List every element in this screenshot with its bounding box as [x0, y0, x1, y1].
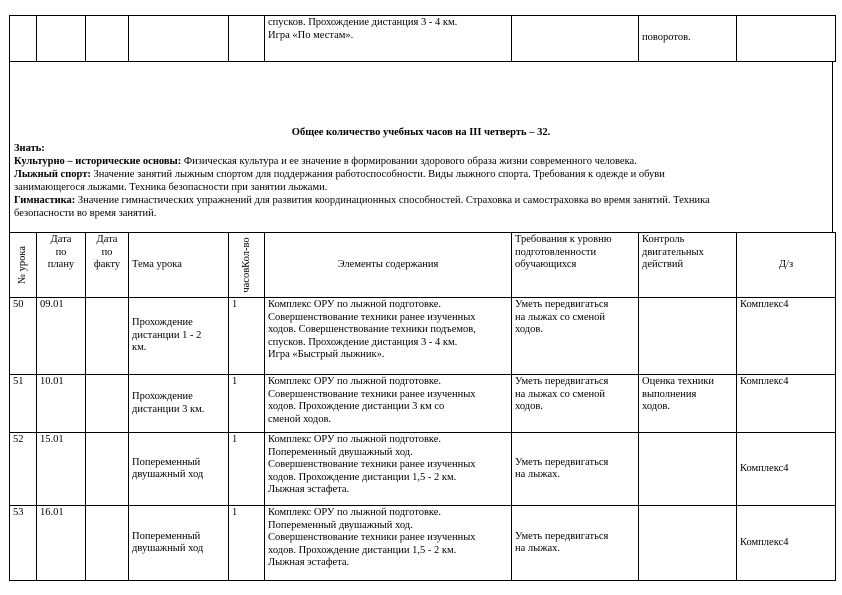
lesson-fact-date	[86, 433, 129, 506]
lesson-requirements: Уметь передвигаться на лыжах со сменой ходов.	[512, 298, 639, 375]
summary-title: Общее количество учебных часов на III четверть – 32.	[291, 127, 551, 138]
lesson-requirements: Уметь передвигаться на лыжах со сменой ходов.	[512, 375, 639, 433]
know-label: Знать:	[14, 143, 45, 154]
header-elements: Элементы содержания	[265, 233, 512, 298]
lesson-hours: 1	[229, 375, 265, 433]
lesson-hw: Комплекс4	[737, 298, 836, 375]
lesson-hw: Комплекс4	[737, 433, 836, 506]
lesson-topic: Прохождение дистанции 1 - 2 км.	[129, 298, 229, 375]
lesson-control	[639, 298, 737, 375]
line-label: Культурно – исторические основы:	[14, 156, 182, 167]
lesson-num: 53	[10, 506, 37, 581]
cell-hours	[229, 16, 265, 62]
header-plan: Дата по плану	[37, 233, 86, 298]
lesson-num: 52	[10, 433, 37, 506]
header-requirements: Требования к уровню подготовленности обучающихся	[512, 233, 639, 298]
line-label: Гимнастика:	[14, 195, 76, 206]
lesson-hw: Комплекс4	[737, 375, 836, 433]
cell-control	[639, 16, 737, 62]
element-line: спусков. Прохождение дистанция 3 - 4 км.	[268, 17, 458, 28]
lesson-plan-date: 15.01	[37, 433, 86, 506]
lesson-requirements: Уметь передвигаться на лыжах.	[512, 506, 639, 581]
cell-fact	[86, 16, 129, 62]
summary-line	[14, 194, 826, 207]
cell-topic	[129, 16, 229, 62]
header-fact: Дата по факту	[86, 233, 129, 298]
lesson-num: 50	[10, 298, 37, 375]
line-text: занимающегося лыжами. Техника безопасности при занятии лыжами.	[14, 182, 328, 193]
line-text: Значение занятий лыжным спортом для поддержания работоспособности. Виды лыжного спорта. Требования к одежде и обуви	[90, 169, 665, 180]
lesson-topic: Попеременный двушажный ход	[129, 433, 229, 506]
lesson-control	[639, 506, 737, 581]
lesson-hw: Комплекс4	[737, 506, 836, 581]
lesson-topic: Прохождение дистанции 3 км.	[129, 375, 229, 433]
summary-lines	[14, 142, 826, 220]
cell-hw	[737, 16, 836, 62]
line-text: Физическая культура и ее значение в формировании здорового образа жизни современного человека.	[181, 156, 637, 167]
lesson-row	[10, 433, 836, 506]
cell-num	[10, 16, 37, 62]
lesson-elements: Комплекс ОРУ по лыжной подготовке. Попеременный двушажный ход. Совершенствование техники ранее изученных ходов. Прохождение дистанции 1,5 - 2 км. Лыжная эстафета.	[265, 433, 512, 506]
lesson-fact-date	[86, 298, 129, 375]
line-text: Значение гимнастических упражнений для развития координационных способностей. Страховка и самостраховка во время занятий. Техника	[75, 195, 710, 206]
lesson-control	[639, 433, 737, 506]
cell-elements	[265, 16, 512, 62]
lesson-control: Оценка техники выполнения ходов.	[639, 375, 737, 433]
lesson-hours: 1	[229, 298, 265, 375]
lesson-fact-date	[86, 375, 129, 433]
cell-requirements	[512, 16, 639, 62]
lesson-row	[10, 506, 836, 581]
lesson-fact-date	[86, 506, 129, 581]
header-hours: часовКол-во	[229, 233, 265, 298]
quarter-summary	[9, 62, 833, 232]
lesson-plan-date: 16.01	[37, 506, 86, 581]
lesson-topic: Попеременный двушажный ход	[129, 506, 229, 581]
lesson-requirements: Уметь передвигаться на лыжах.	[512, 433, 639, 506]
lesson-elements: Комплекс ОРУ по лыжной подготовке. Совершенствование техники ранее изученных ходов. Совершенствование техники подъемов, спусков. Прохождение дистанция 3 - 4 км. Игра «Быстрый лыжник».	[265, 298, 512, 375]
element-line: Игра «По местам».	[268, 29, 354, 41]
header-control: Контроль двигательных действий	[639, 233, 737, 298]
header-row	[10, 233, 836, 298]
lesson-plan-table	[9, 232, 836, 581]
header-hw: Д/з	[737, 233, 836, 298]
header-topic: Тема урока	[129, 233, 229, 298]
lesson-elements: Комплекс ОРУ по лыжной подготовке. Совершенствование техники ранее изученных ходов. Прохождение дистанции 3 км со сменой ходов.	[265, 375, 512, 433]
continued-table	[9, 15, 836, 62]
line-text: безопасности во время занятий.	[14, 208, 157, 219]
summary-line	[14, 168, 826, 181]
summary-line	[14, 181, 826, 194]
control-text: поворотов.	[642, 32, 691, 44]
lesson-row	[10, 375, 836, 433]
lesson-num: 51	[10, 375, 37, 433]
lesson-elements: Комплекс ОРУ по лыжной подготовке. Попеременный двушажный ход. Совершенствование техники ранее изученных ходов. Прохождение дистанции 1,5 - 2 км. Лыжная эстафета.	[265, 506, 512, 581]
lesson-hours: 1	[229, 433, 265, 506]
summary-line	[14, 155, 826, 168]
continued-row	[10, 16, 836, 62]
header-num: № урока	[10, 233, 37, 298]
cell-plan	[37, 16, 86, 62]
lesson-hours: 1	[229, 506, 265, 581]
lesson-plan-date: 10.01	[37, 375, 86, 433]
line-label: Лыжный спорт:	[14, 169, 91, 180]
summary-line	[14, 207, 826, 220]
lesson-row	[10, 298, 836, 375]
lesson-plan-date: 09.01	[37, 298, 86, 375]
